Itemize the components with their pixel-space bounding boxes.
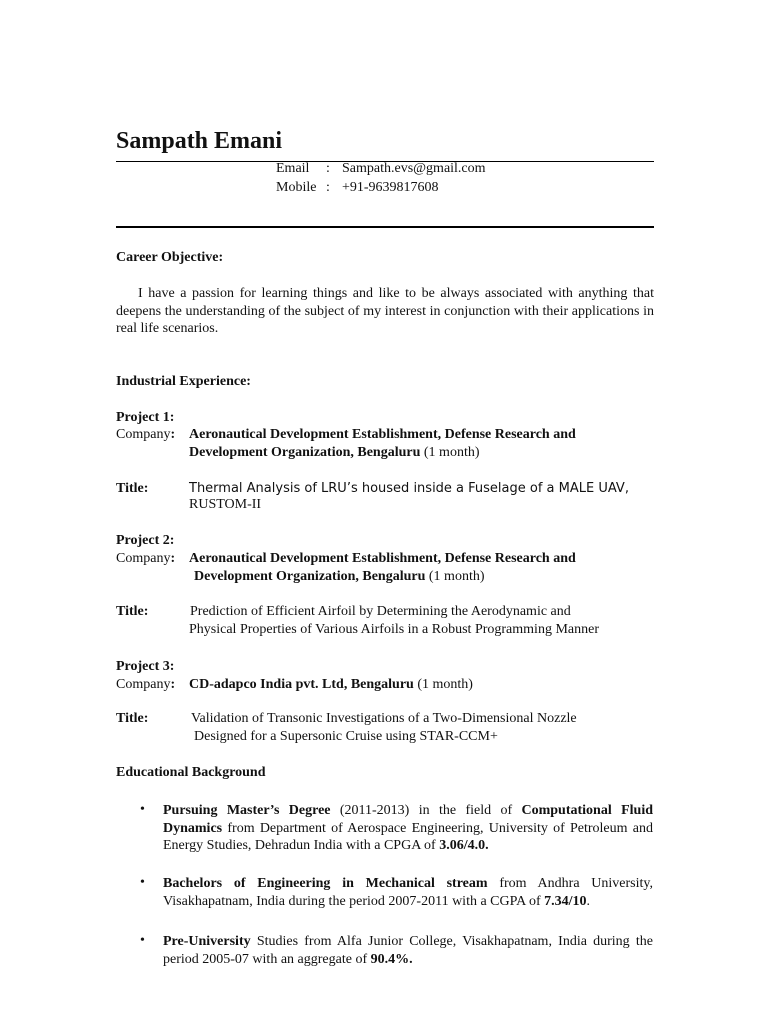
education-bullet-2: • bbox=[140, 875, 145, 890]
project-3-company-row: Company: bbox=[116, 677, 176, 692]
project-1-company-line1: Aeronautical Development Establishment, Defense Research and bbox=[189, 427, 576, 442]
candidate-name: Sampath Emani bbox=[116, 128, 283, 154]
project-3-company-line1: CD-adapco India pvt. Ltd, Bengaluru bbox=[189, 677, 414, 692]
project-3-duration: (1 month) bbox=[417, 677, 473, 692]
project-3-label: Project 3: bbox=[116, 659, 175, 674]
project-2-company-line1: Aeronautical Development Establishment, Defense Research and bbox=[189, 551, 576, 566]
project-1-label: Project 1: bbox=[116, 410, 175, 425]
education-item-1-grade: 3.06/4.0. bbox=[439, 838, 489, 853]
project-3-title-line1: Validation of Transonic Investigations of a Two-Dimensional Nozzle bbox=[191, 711, 577, 726]
company-label: Company bbox=[116, 677, 171, 692]
email-value[interactable]: Sampath.evs@gmail.com bbox=[342, 161, 486, 176]
project-1-company-row: Company: bbox=[116, 427, 176, 442]
mobile-separator: : bbox=[326, 180, 330, 195]
company-label: Company bbox=[116, 427, 171, 442]
education-item-2-grade: 7.34/10 bbox=[544, 893, 587, 909]
education-item-3-degree: Pre-University bbox=[163, 934, 251, 949]
project-2-company-line2-row bbox=[194, 569, 485, 585]
education-item-3: Pre-University Studies from Alfa Junior College, Visakhapatnam, India during the period 2005-07 with an aggregate of 90.4%. bbox=[163, 934, 653, 967]
project-1-duration: (1 month) bbox=[423, 445, 480, 460]
education-item-1-field: Computational Fluid Dynamics bbox=[163, 803, 654, 836]
email-label: Email bbox=[276, 161, 310, 176]
educational-background-heading: Educational Background bbox=[116, 765, 266, 780]
project-2-company-line2: Development Organization, Bengaluru bbox=[194, 569, 426, 584]
education-item-2-degree: Bachelors of Engineering in Mechanical stream bbox=[163, 876, 488, 891]
project-2-title-line2: Physical Properties of Various Airfoils in a Robust Programming Manner bbox=[189, 622, 599, 637]
education-item-2: Bachelors of Engineering in Mechanical stream from Andhra University, Visakhapatnam, India during the period 2007-2011 with a CGPA of 7.34/10. bbox=[163, 876, 653, 909]
education-item-1: Pursuing Master’s Degree (2011-2013) in the field of Computational Fluid Dynamics from Department of Aerospace Engineering, University of Petroleum and Energy Studies, Dehradun India with a CPGA of 3.06/4.0. bbox=[163, 803, 654, 853]
mobile-label: Mobile bbox=[276, 180, 317, 195]
project-3-title-label: Title: bbox=[116, 711, 149, 726]
project-2-company-row: Company: bbox=[116, 551, 176, 566]
project-3-company-line1-row bbox=[189, 677, 473, 693]
company-label: Company bbox=[116, 551, 171, 566]
project-1-title-line1: Thermal Analysis of LRU’s housed inside a Fuselage of a MALE UAV, bbox=[189, 481, 629, 496]
project-1-company-line2-row bbox=[189, 445, 480, 461]
project-2-title-label: Title: bbox=[116, 604, 149, 619]
education-bullet-3: • bbox=[140, 933, 145, 948]
email-separator: : bbox=[326, 161, 330, 176]
project-1-title-line2: RUSTOM-II bbox=[189, 497, 262, 512]
email-row bbox=[276, 161, 486, 177]
project-2-label: Project 2: bbox=[116, 533, 175, 548]
industrial-experience-heading: Industrial Experience: bbox=[116, 374, 251, 389]
project-3-title-line2: Designed for a Supersonic Cruise using STAR-CCM+ bbox=[194, 729, 498, 744]
project-2-title-line1: Prediction of Efficient Airfoil by Determining the Aerodynamic and bbox=[190, 604, 571, 619]
career-objective-text: I have a passion for learning things and like to be always associated with anything that deepens the understanding of the subject of my interest in conjunction with their applications in real life scenarios. bbox=[116, 286, 654, 336]
career-objective-heading: Career Objective: bbox=[116, 250, 224, 265]
education-item-1-degree: Pursuing Master’s Degree bbox=[163, 803, 331, 818]
mobile-value: +91-9639817608 bbox=[342, 180, 439, 195]
education-bullet-1: • bbox=[140, 802, 145, 817]
mobile-row bbox=[276, 180, 439, 196]
education-item-3-grade: 90.4%. bbox=[370, 951, 413, 967]
section-divider bbox=[116, 226, 654, 228]
project-1-company-line2: Development Organization, Bengaluru bbox=[189, 445, 421, 460]
project-1-title-label: Title: bbox=[116, 481, 149, 496]
project-2-duration: (1 month) bbox=[428, 569, 485, 584]
